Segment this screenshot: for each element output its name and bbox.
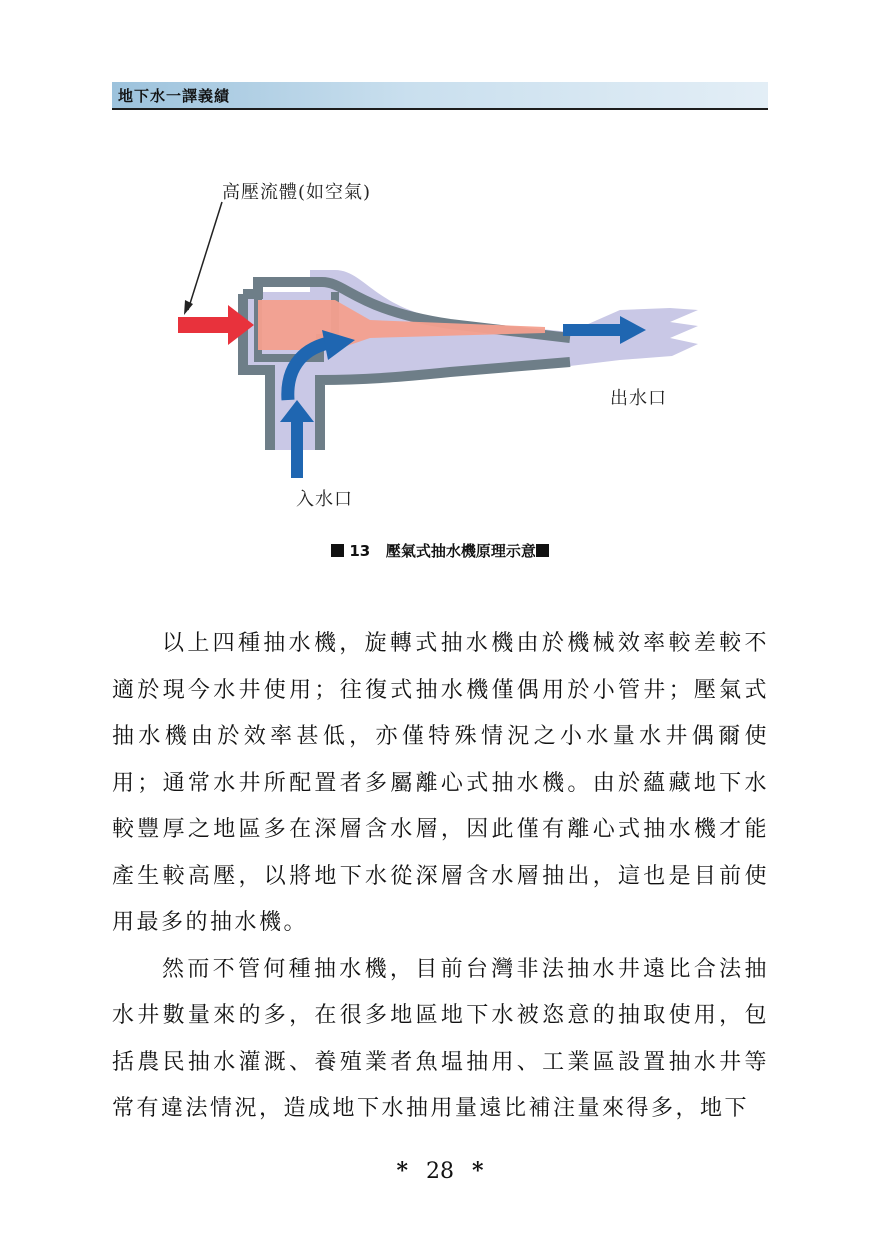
- running-header-title: 地下水一譯義績: [118, 87, 231, 105]
- pump-wall-lower: [320, 362, 570, 450]
- figure-caption: [0, 540, 880, 561]
- label-high-pressure-fluid: 高壓流體(如空氣): [222, 182, 372, 203]
- caption-box-glyph-end: [536, 544, 549, 557]
- page-marker-left: *: [396, 1158, 408, 1184]
- caption-box-glyph: [331, 544, 344, 557]
- caption-text: 壓氣式抽水機原理示意: [385, 542, 536, 560]
- air-lift-pump-diagram: [150, 160, 750, 520]
- page-number: 28: [426, 1159, 454, 1184]
- label-leader-line: [188, 202, 222, 310]
- running-header: [112, 82, 768, 110]
- body-text: [112, 621, 769, 1133]
- caption-number: 13: [349, 542, 371, 560]
- air-lift-pump-figure: [150, 160, 750, 520]
- page-footer: [0, 1158, 880, 1184]
- label-outlet: 出水口: [610, 388, 667, 409]
- paragraph: 然而不管何種抽水機，目前台灣非法抽水井遠比合法抽水井數量來的多，在很多地區地下水被恣意的抽取使用，包括農民抽水灌溉、養殖業者魚塭抽用、工業區設置抽水井等常有違法情況，造成地下水抽用量遠比補注量來得多，地下: [112, 956, 769, 1121]
- label-leader-arrowhead: [184, 300, 193, 315]
- paragraph: 以上四種抽水機，旋轉式抽水機由於機械效率較差較不適於現今水井使用；往復式抽水機僅偶用於小管井；壓氣式抽水機由於效率甚低，亦僅特殊情況之小水量水井偶爾使用；通常水井所配置者多屬離心式抽水機。由於蘊藏地下水較豐厚之地區多在深層含水層，因此僅有離心式抽水機才能產生較高壓，以將地下水從深層含水層抽出，這也是目前使用最多的抽水機。: [112, 631, 769, 935]
- page-marker-right: *: [472, 1158, 484, 1184]
- label-inlet: 入水口: [296, 489, 353, 510]
